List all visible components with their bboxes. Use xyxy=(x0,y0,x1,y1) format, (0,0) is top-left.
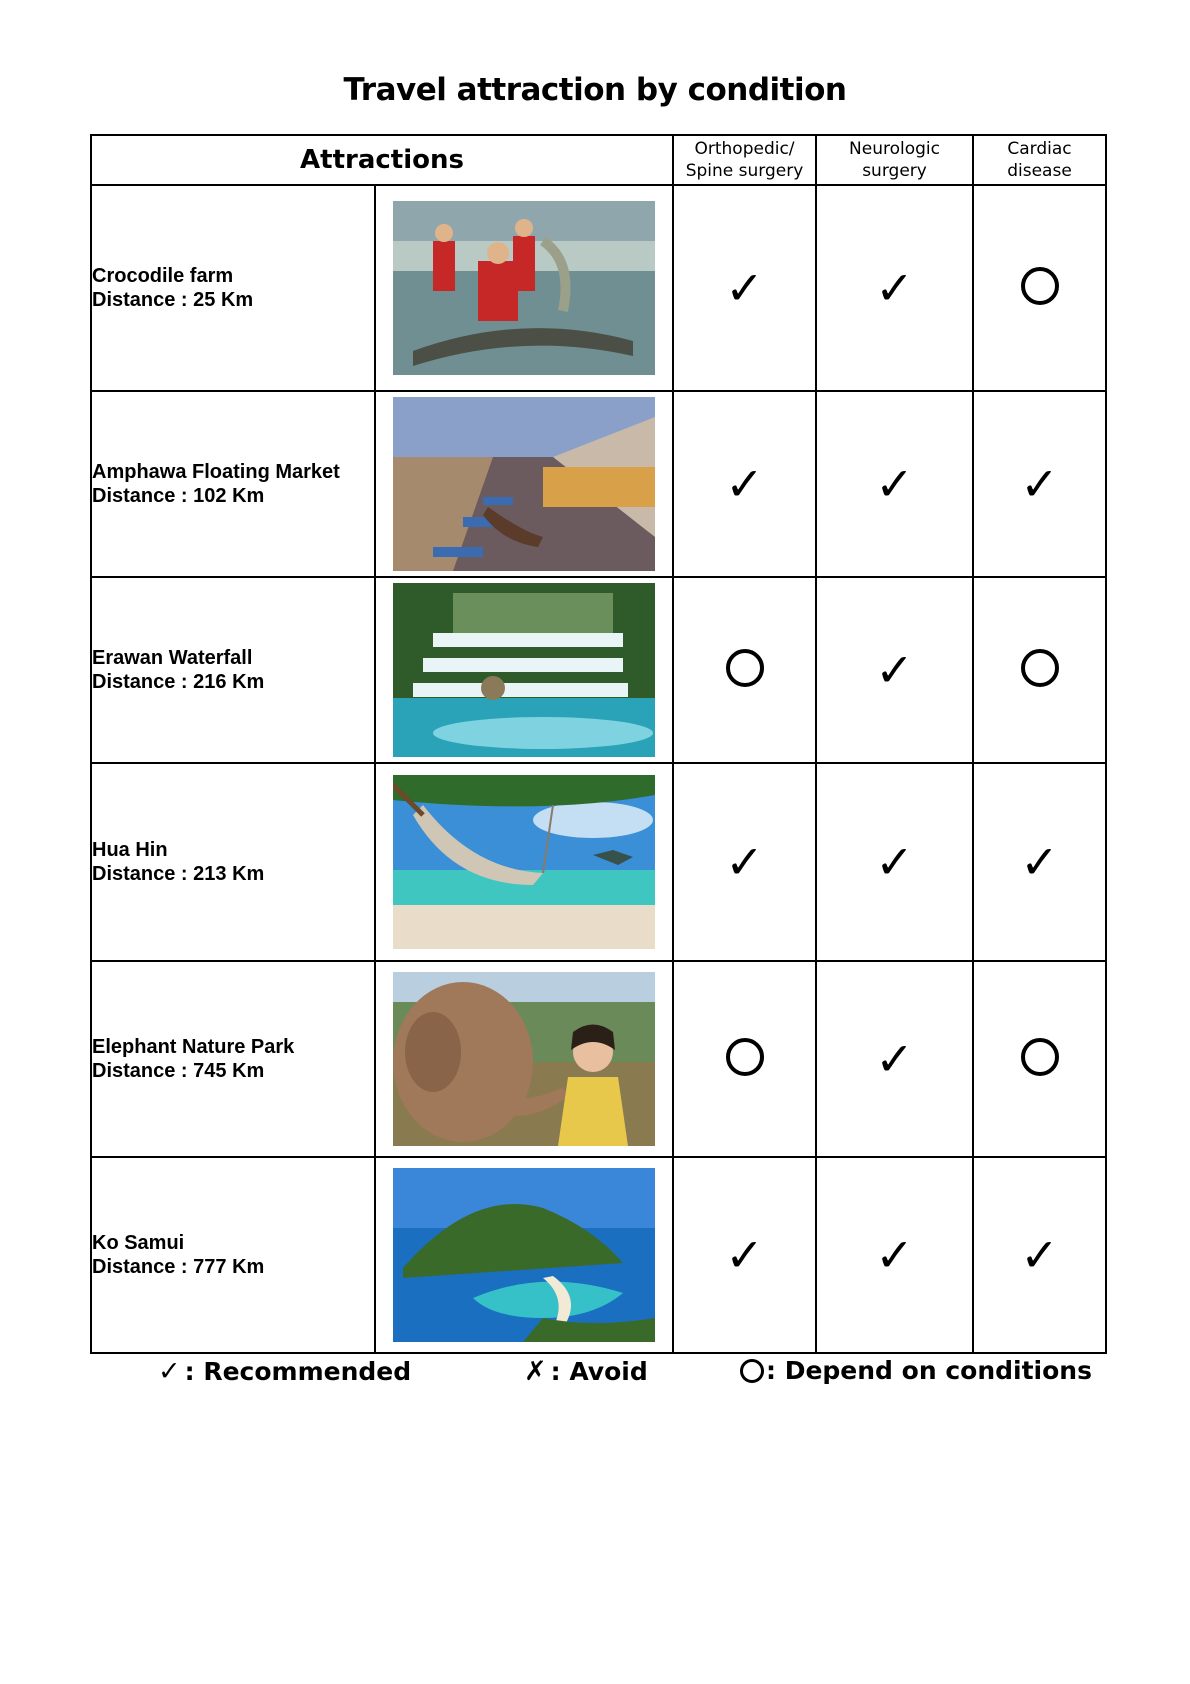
attraction-name: Crocodile farm xyxy=(92,265,234,287)
condition-mark-cell xyxy=(973,961,1106,1157)
attraction-name-cell xyxy=(91,577,375,763)
condition-mark-cell xyxy=(816,763,973,961)
photo-cell xyxy=(375,763,673,961)
condition-mark-cell xyxy=(673,961,816,1157)
condition-mark-cell xyxy=(973,391,1106,577)
condition-mark-cell xyxy=(816,185,973,391)
check-icon: ✓ xyxy=(725,835,764,889)
attraction-distance: Distance : 25 Km xyxy=(92,289,254,311)
table-row xyxy=(91,1157,1106,1353)
attraction-name-cell xyxy=(91,763,375,961)
check-icon: ✓ xyxy=(875,643,914,697)
cardiac-header: Cardiac disease xyxy=(973,135,1106,185)
attraction-distance: Distance : 216 Km xyxy=(92,671,265,693)
floating-market-photo xyxy=(393,397,655,571)
legend-avoid: ✗ : Avoid xyxy=(524,1356,648,1387)
condition-mark-cell xyxy=(816,1157,973,1353)
attraction-name-cell xyxy=(91,185,375,391)
circle-icon xyxy=(1021,1038,1059,1076)
circle-icon xyxy=(740,1359,764,1383)
check-icon: ✓ xyxy=(1020,457,1059,511)
check-icon: ✓ xyxy=(1020,835,1059,889)
condition-mark-cell xyxy=(973,577,1106,763)
beach-hammock-photo xyxy=(393,775,655,949)
legend xyxy=(90,1356,1107,1390)
condition-mark-cell xyxy=(973,1157,1106,1353)
check-icon: ✓ xyxy=(725,1228,764,1282)
condition-mark-cell xyxy=(816,391,973,577)
condition-mark-cell xyxy=(673,185,816,391)
elephant-photo xyxy=(393,972,655,1146)
condition-mark-cell xyxy=(673,1157,816,1353)
condition-mark-cell xyxy=(816,961,973,1157)
island-photo xyxy=(393,1168,655,1342)
circle-icon xyxy=(1021,267,1059,305)
table-row xyxy=(91,763,1106,961)
crocodile-show-photo xyxy=(393,201,655,375)
condition-mark-cell xyxy=(673,391,816,577)
check-icon: ✓ xyxy=(875,457,914,511)
attraction-distance: Distance : 213 Km xyxy=(92,863,265,885)
attraction-name: Erawan Waterfall xyxy=(92,647,253,669)
cross-icon: ✗ xyxy=(524,1356,547,1387)
orthopedic-header: Orthopedic/ Spine surgery xyxy=(673,135,816,185)
attraction-name: Elephant Nature Park xyxy=(92,1036,295,1058)
attraction-name-cell xyxy=(91,1157,375,1353)
legend-recommended: ✓ : Recommended xyxy=(158,1356,412,1387)
check-icon: ✓ xyxy=(875,1032,914,1086)
condition-mark-cell xyxy=(816,577,973,763)
attraction-distance: Distance : 102 Km xyxy=(92,485,265,507)
legend-depend: : Depend on conditions xyxy=(740,1356,1092,1385)
attraction-table xyxy=(90,134,1107,1354)
photo-cell xyxy=(375,577,673,763)
condition-mark-cell xyxy=(973,185,1106,391)
waterfall-photo xyxy=(393,583,655,757)
condition-mark-cell xyxy=(973,763,1106,961)
attractions-header: Attractions xyxy=(91,135,673,185)
check-icon: ✓ xyxy=(725,457,764,511)
attraction-distance: Distance : 777 Km xyxy=(92,1256,265,1278)
table-row xyxy=(91,391,1106,577)
check-icon: ✓ xyxy=(725,261,764,315)
photo-cell xyxy=(375,961,673,1157)
check-icon: ✓ xyxy=(158,1356,181,1387)
photo-cell xyxy=(375,1157,673,1353)
page-title: Travel attraction by condition xyxy=(343,72,847,108)
attraction-distance: Distance : 745 Km xyxy=(92,1060,265,1082)
photo-cell xyxy=(375,185,673,391)
check-icon: ✓ xyxy=(875,1228,914,1282)
check-icon: ✓ xyxy=(875,261,914,315)
check-icon: ✓ xyxy=(875,835,914,889)
table-row xyxy=(91,577,1106,763)
table-row xyxy=(91,185,1106,391)
attraction-name: Amphawa Floating Market xyxy=(92,461,340,483)
circle-icon xyxy=(726,1038,764,1076)
attraction-name: Ko Samui xyxy=(92,1232,185,1254)
attraction-name: Hua Hin xyxy=(92,839,168,861)
circle-icon xyxy=(1021,649,1059,687)
condition-mark-cell xyxy=(673,577,816,763)
attraction-name-cell xyxy=(91,391,375,577)
check-icon: ✓ xyxy=(1020,1228,1059,1282)
table-row xyxy=(91,961,1106,1157)
attraction-name-cell xyxy=(91,961,375,1157)
neurologic-header: Neurologic surgery xyxy=(816,135,973,185)
circle-icon xyxy=(726,649,764,687)
photo-cell xyxy=(375,391,673,577)
condition-mark-cell xyxy=(673,763,816,961)
